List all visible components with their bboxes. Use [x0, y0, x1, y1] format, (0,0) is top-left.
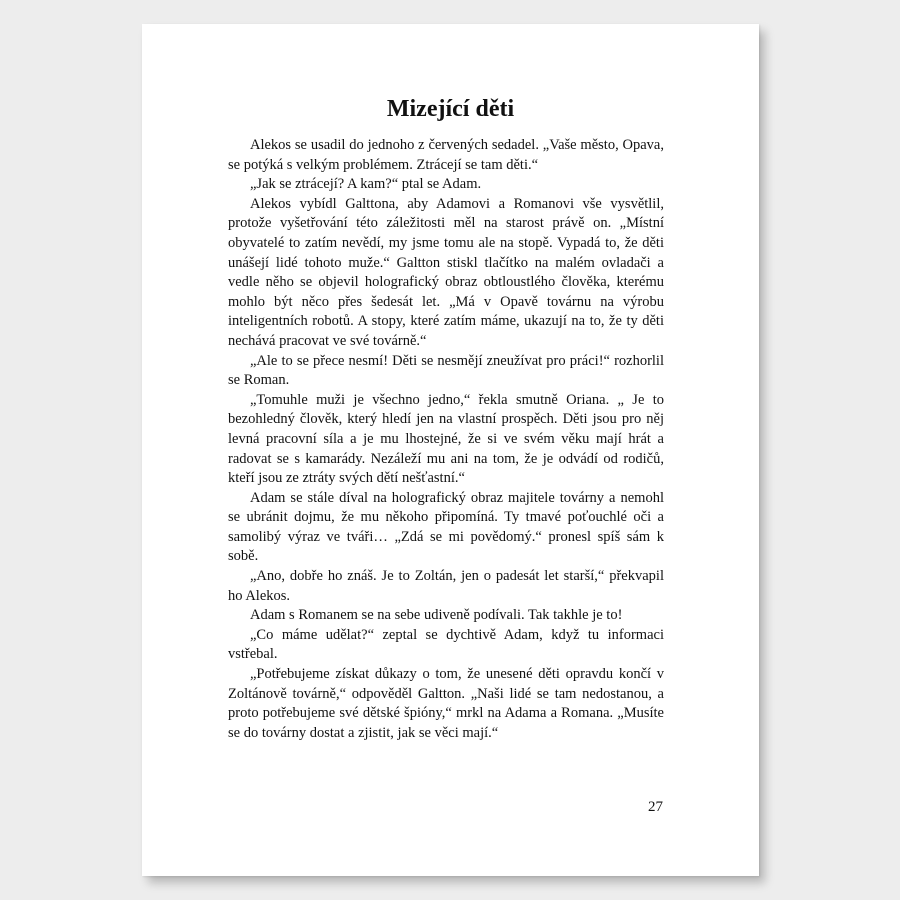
paragraph: Alekos vybídl Galttona, aby Adamovi a Romanovi vše vysvětlil, protože vyšetřování této záležitosti měl na starost právě on. „Místní obyvatelé to zatím nevědí, my jsme tomu ale na stopě. Vypadá to, že děti unášejí lidé tohoto muže.“ Galtton stiskl tlačítko na malém ovladači a vedle něho se objevil holografický obraz obtloustlého člověka, kterému mohlo být něco přes šedesát let. „Má v Opavě továrnu na výrobu inteligentních robotů. A stopy, které zatím máme, ukazují na to, že ty děti nechává pracovat ve své továrně.“ [228, 195, 664, 349]
book-page [142, 24, 759, 876]
paragraph: „Jak se ztrácejí? A kam?“ ptal se Adam. [250, 176, 482, 193]
paragraph: „Co máme udělat?“ zeptal se dychtivě Adam, když tu informaci vstřebal. [228, 626, 664, 663]
page-number: 27 [648, 799, 663, 815]
body-text [228, 136, 664, 743]
paragraph: „Ano, dobře ho znáš. Je to Zoltán, jen o padesát let starší,“ překvapil ho Alekos. [228, 568, 664, 604]
paragraph: Adam s Romanem se na sebe udiveně podívali. Tak takhle je to! [250, 607, 623, 624]
paragraph: Adam se stále díval na holografický obraz majitele továrny a nemohl se ubránit dojmu, že mu někoho připomíná. Ty tmavé poťouchlé oči a samolibý výraz ve tváři… „Zdá se mi povědomý.“ pronesl spíš sám k sobě. [228, 489, 664, 565]
paragraph: Alekos se usadil do jednoho z červených sedadel. „Vaše město, Opava, se potýká s velkým problémem. Ztrácejí se tam děti.“ [228, 137, 664, 173]
chapter-title: Mizející děti [386, 96, 515, 122]
paragraph: „Tomuhle muži je všechno jedno,“ řekla smutně Oriana. „ Je to bezohledný člověk, který hledí jen na vlastní prospěch. Děti jsou pro něj levná pracovní síla a je mu lhostejné, že si ve svém věku mají hrát a radovat se s kamarády. Nezáleží mu ani na tom, že je odvádí od rodičů, kteří jsou ze ztráty svých dětí nešťastní.“ [228, 391, 664, 487]
paragraph: „Potřebujeme získat důkazy o tom, že unesené děti opravdu končí v Zoltánově továrně,“ odpověděl Galtton. „Naši lidé se tam nedostanou, a proto potřebujeme své dětské špióny,“ mrkl na Adama a Romana. „Musíte se do továrny dostat a zjistit, jak se věci mají.“ [228, 666, 664, 741]
paragraph: „Ale to se přece nesmí! Děti se nesmějí zneužívat pro práci!“ rozhorlil se Roman. [228, 352, 664, 389]
